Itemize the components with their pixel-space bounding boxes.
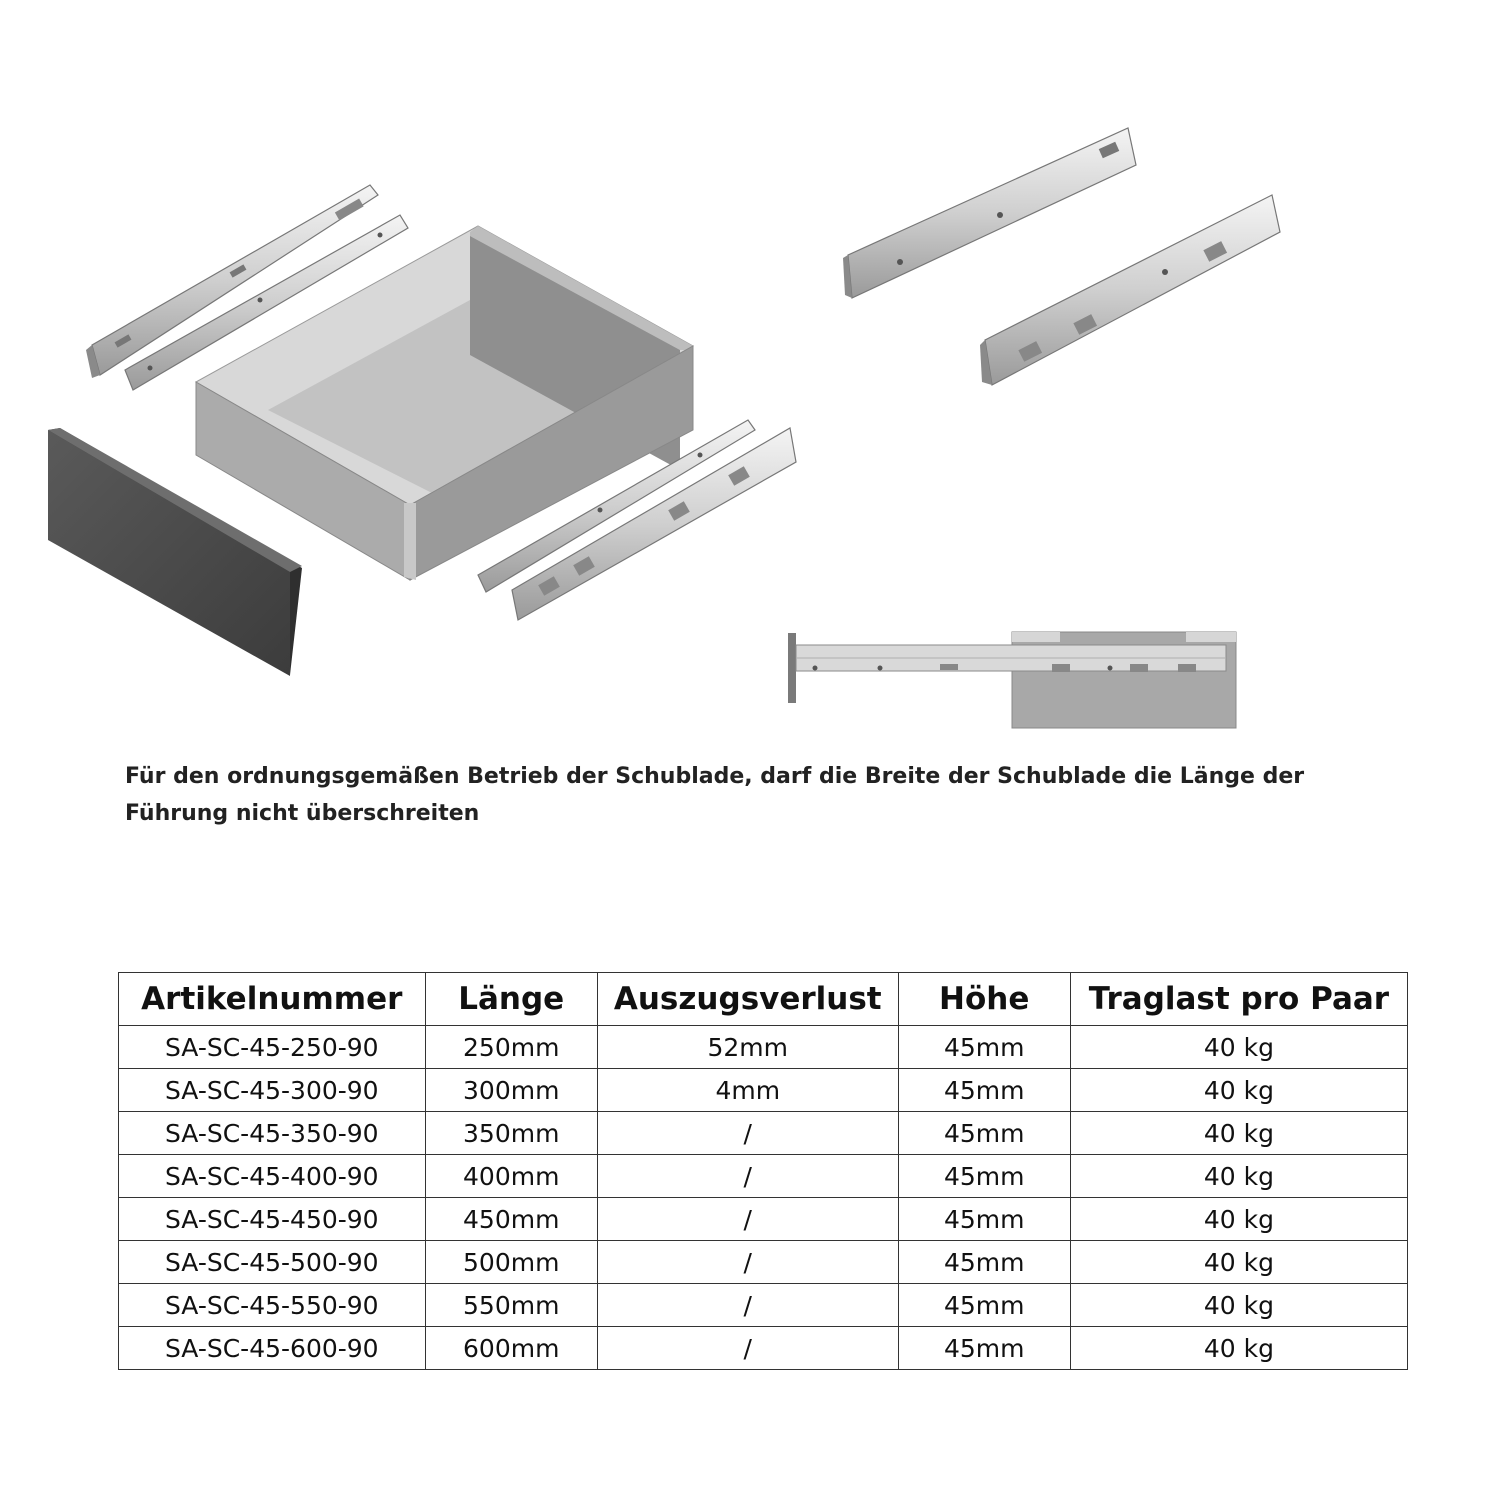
specification-table <box>118 972 1408 1370</box>
header-height: Höhe <box>898 973 1070 1026</box>
article-number-cell: SA-SC-45-300-90 <box>119 1069 426 1112</box>
header-load-capacity: Traglast pro Paar <box>1070 973 1407 1026</box>
load-capacity-cell: 40 kg <box>1070 1241 1407 1284</box>
table-row <box>119 1155 1408 1198</box>
installation-side-view <box>788 632 1236 728</box>
height-cell: 45mm <box>898 1069 1070 1112</box>
table-header-row <box>119 973 1408 1026</box>
table-row <box>119 1241 1408 1284</box>
drawer-slide-rail <box>843 128 1136 298</box>
article-number-cell: SA-SC-45-600-90 <box>119 1327 426 1370</box>
table-row <box>119 1198 1408 1241</box>
drawer-box <box>196 226 693 580</box>
installation-note-line-2: Führung nicht überschreiten <box>125 801 480 826</box>
height-cell: 45mm <box>898 1327 1070 1370</box>
extension-loss-cell: / <box>597 1198 898 1241</box>
article-number-cell: SA-SC-45-250-90 <box>119 1026 426 1069</box>
height-cell: 45mm <box>898 1112 1070 1155</box>
product-illustration <box>0 0 1500 740</box>
length-cell: 250mm <box>425 1026 597 1069</box>
length-cell: 400mm <box>425 1155 597 1198</box>
load-capacity-cell: 40 kg <box>1070 1198 1407 1241</box>
article-number-cell: SA-SC-45-400-90 <box>119 1155 426 1198</box>
article-number-cell: SA-SC-45-500-90 <box>119 1241 426 1284</box>
installation-note <box>125 758 1385 832</box>
header-extension-loss: Auszugsverlust <box>597 973 898 1026</box>
load-capacity-cell: 40 kg <box>1070 1155 1407 1198</box>
table-row <box>119 1112 1408 1155</box>
height-cell: 45mm <box>898 1026 1070 1069</box>
extension-loss-cell: / <box>597 1112 898 1155</box>
extension-loss-cell: 52mm <box>597 1026 898 1069</box>
table-row <box>119 1026 1408 1069</box>
length-cell: 600mm <box>425 1327 597 1370</box>
drawer-slide-rail <box>980 195 1280 385</box>
header-length: Länge <box>425 973 597 1026</box>
installation-note-line-1: Für den ordnungsgemäßen Betrieb der Schublade, darf die Breite der Schublade die Länge der <box>125 764 1305 789</box>
header-article-number: Artikelnummer <box>119 973 426 1026</box>
length-cell: 550mm <box>425 1284 597 1327</box>
article-number-cell: SA-SC-45-350-90 <box>119 1112 426 1155</box>
extension-loss-cell: / <box>597 1241 898 1284</box>
load-capacity-cell: 40 kg <box>1070 1327 1407 1370</box>
length-cell: 450mm <box>425 1198 597 1241</box>
length-cell: 500mm <box>425 1241 597 1284</box>
table-row <box>119 1284 1408 1327</box>
extension-loss-cell: / <box>597 1155 898 1198</box>
extension-loss-cell: / <box>597 1284 898 1327</box>
extension-loss-cell: 4mm <box>597 1069 898 1112</box>
article-number-cell: SA-SC-45-450-90 <box>119 1198 426 1241</box>
load-capacity-cell: 40 kg <box>1070 1026 1407 1069</box>
extension-loss-cell: / <box>597 1327 898 1370</box>
length-cell: 300mm <box>425 1069 597 1112</box>
length-cell: 350mm <box>425 1112 597 1155</box>
height-cell: 45mm <box>898 1198 1070 1241</box>
load-capacity-cell: 40 kg <box>1070 1284 1407 1327</box>
height-cell: 45mm <box>898 1241 1070 1284</box>
table-row <box>119 1327 1408 1370</box>
article-number-cell: SA-SC-45-550-90 <box>119 1284 426 1327</box>
height-cell: 45mm <box>898 1155 1070 1198</box>
table-row <box>119 1069 1408 1112</box>
load-capacity-cell: 40 kg <box>1070 1112 1407 1155</box>
load-capacity-cell: 40 kg <box>1070 1069 1407 1112</box>
height-cell: 45mm <box>898 1284 1070 1327</box>
